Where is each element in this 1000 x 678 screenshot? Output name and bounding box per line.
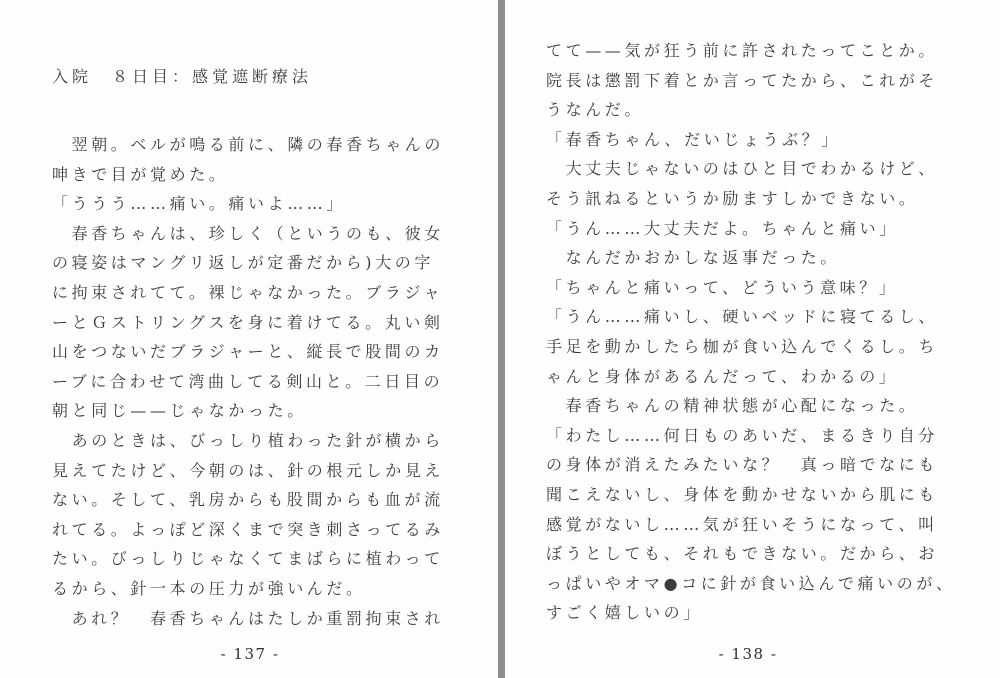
text-line: あれ？ 春香ちゃんはたしか重罰拘束され	[52, 608, 445, 628]
text-line: 「ちゃんと痛いって、どういう意味？」	[546, 277, 899, 297]
text-line: 朝と同じ——じゃなかった。	[52, 401, 307, 421]
text-line: の身体が消えたみたいな？ 真っ暗でなにも	[546, 455, 939, 475]
text-line: に拘束されてて。裸じゃなかった。ブラジャ	[52, 282, 444, 302]
text-line: あのときは、びっしり植わった針が横から	[52, 430, 444, 450]
page-number-left: - 137 -	[220, 645, 280, 663]
text-line: ぼうとしても、それもできない。だから、お	[546, 544, 939, 564]
text-line: 翌朝。ベルが鳴る前に、隣の春香ちゃんの	[52, 135, 445, 154]
text-line: 「わたし……何日ものあいだ、まるきり自分	[546, 425, 939, 445]
page-right	[505, 0, 1000, 678]
text-line: そう訊ねるというか励ますしかできない。	[546, 188, 919, 208]
text-line: すごく嬉しいの」	[546, 603, 703, 623]
text-line: 手足を動かしたら枷が食い込んでくるし。ち	[546, 336, 939, 356]
text-line: 聞こえないし、身体を動かせないから肌にも	[546, 484, 939, 504]
text-line: 山をつないだブラジャーと、縦長で股間のカ	[52, 342, 444, 362]
text-line: 春香ちゃんの精神状態が心配になった。	[546, 396, 919, 416]
text-line: てて——気が狂う前に許されたってことか。	[546, 41, 939, 60]
text-line: 院長は懲罰下着とか言ってたから、これがそ	[546, 70, 939, 90]
text-line: ない。そして、乳房からも股間からも血が流	[52, 490, 444, 510]
text-line: 「うん……痛いし、硬いベッドに寝てるし、	[546, 307, 939, 327]
text-line: っぱいやオマ●コに針が食い込んで痛いのが、	[546, 573, 956, 593]
text-line: 「春香ちゃん、だいじょうぶ？」	[546, 129, 841, 149]
text-line: 「ううう……痛い。痛いよ……」	[52, 194, 347, 214]
page-left	[0, 0, 498, 678]
text-line: るから、針一本の圧力が強いんだ。	[52, 578, 366, 598]
text-line: れてる。よっぽど深くまで突き刺さってるみ	[52, 519, 445, 539]
text-line: 見えてたけど、今朝のは、針の根元しか見え	[52, 460, 445, 480]
text-line: ゃんと身体があるんだって、わかるの」	[546, 366, 899, 386]
text-line: ーとＧストリングスを身に着けてる。丸い剣	[52, 312, 444, 332]
page-number-right: - 138 -	[718, 645, 778, 663]
text-line: 呻きで目が覚めた。	[52, 164, 229, 184]
text-line: の寝姿はマングリ返しが定番だから)大の字	[52, 253, 434, 273]
text-line: 大丈夫じゃないのはひと目でわかるけど、	[546, 159, 939, 179]
text-line: ーブに合わせて湾曲してる剣山と。二日目の	[52, 371, 444, 391]
left-page-text	[52, 130, 456, 633]
text-line: 感覚がないし……気が狂いそうになって、叫	[546, 514, 938, 534]
page-gutter-divider	[498, 0, 505, 678]
text-line: たい。びっしりじゃなくてまばらに植わって	[52, 549, 444, 569]
chapter-title: 入院 ８日目：感覚遮断療法	[52, 67, 313, 86]
text-line: なんだかおかしな返事だった。	[546, 248, 841, 268]
text-line: 「うん……大丈夫だよ。ちゃんと痛い」	[546, 218, 899, 238]
text-line: うなんだ。	[546, 100, 645, 120]
right-page-text	[546, 36, 956, 628]
text-line: 春香ちゃんは、珍しく（というのも、彼女	[52, 223, 445, 243]
